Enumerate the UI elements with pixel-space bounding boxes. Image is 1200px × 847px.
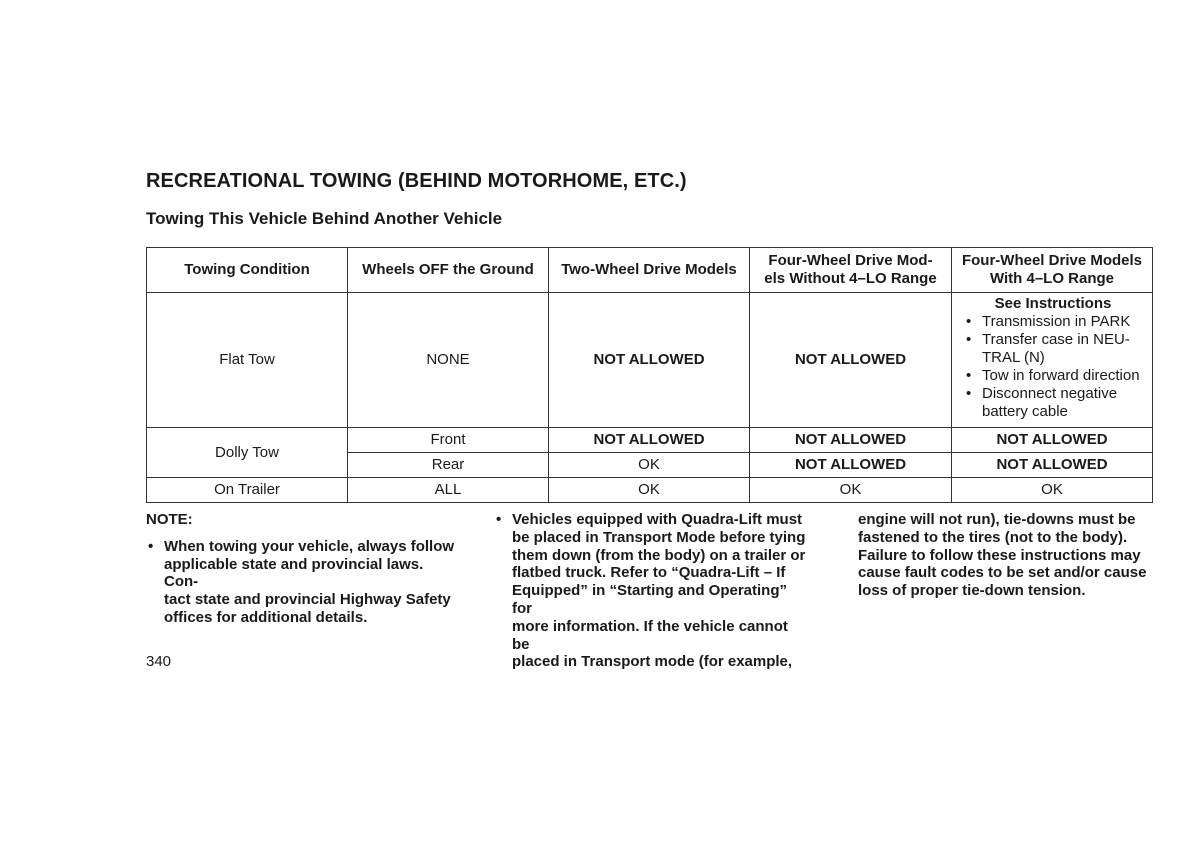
cell-two-wd: OK — [549, 478, 750, 503]
note-line: Vehicles equipped with Quadra-Lift must — [512, 511, 803, 528]
cell-instructions — [952, 293, 1153, 428]
note-line: applicable state and provincial laws. Con- — [164, 555, 424, 591]
note-label: NOTE: — [146, 511, 193, 528]
note-line: Equipped” in “Starting and Operating” for — [512, 582, 788, 617]
note-line: offices for additional details. — [164, 608, 368, 626]
note-line: placed in Transport mode (for example, — [512, 653, 793, 671]
note-line: tact state and provincial Highway Safety — [164, 591, 451, 609]
note-line: fastened to the tires (not to the body). — [858, 528, 1128, 546]
table-row-flat-tow — [147, 293, 1153, 428]
page-number: 340 — [146, 653, 172, 670]
cell-four-wd-lo: NOT ALLOWED — [952, 453, 1153, 478]
cell-four-wd-lo: NOT ALLOWED — [952, 428, 1153, 453]
note-line: When towing your vehicle, always follow — [164, 537, 455, 555]
list-item — [982, 385, 1144, 421]
header-four-wd-without-lo — [750, 248, 952, 293]
list-item: • Tow in forward direction — [982, 367, 1144, 385]
note-line: Failure to follow these instructions may — [858, 546, 1141, 564]
cell-four-wd-lo: OK — [952, 478, 1153, 503]
note-bullet-2 — [494, 511, 806, 671]
instruction-line: Disconnect negative — [982, 385, 1118, 402]
cell-four-wd-no-lo: NOT ALLOWED — [750, 293, 952, 428]
header-four-wd-with-lo-line1: Four-Wheel Drive Models — [961, 252, 1143, 269]
instruction-line: battery cable — [982, 403, 1068, 420]
table-row-on-trailer — [147, 478, 1153, 503]
note-column-1 — [146, 511, 458, 627]
cell-two-wd: OK — [549, 453, 750, 478]
page-heading: RECREATIONAL TOWING (BEHIND MOTORHOME, ETC.) — [146, 170, 687, 192]
note-bullet-1 — [146, 538, 458, 627]
cell-condition: Dolly Tow — [147, 428, 348, 478]
note-line: loss of proper tie-down tension. — [858, 582, 1086, 600]
list-item — [982, 331, 1144, 367]
instructions-list — [962, 313, 1144, 421]
cell-two-wd: NOT ALLOWED — [549, 293, 750, 428]
header-wheels-off: Wheels OFF the Ground — [348, 248, 549, 293]
header-four-wd-without-lo-line2: els Without 4–LO Range — [764, 270, 937, 287]
table-header-row — [147, 248, 1153, 293]
note-line: them down (from the body) on a trailer or — [512, 546, 806, 564]
cell-wheels-off: NONE — [348, 293, 549, 428]
list-item: • Transmission in PARK — [982, 313, 1144, 331]
cell-four-wd-no-lo: NOT ALLOWED — [750, 453, 952, 478]
table-row-dolly-front — [147, 428, 1153, 453]
cell-two-wd: NOT ALLOWED — [549, 428, 750, 453]
note-line: flatbed truck. Refer to “Quadra-Lift – If — [512, 564, 786, 582]
cell-wheels-off: Rear — [348, 453, 549, 478]
header-towing-condition: Towing Condition — [147, 248, 348, 293]
cell-condition: Flat Tow — [147, 293, 348, 428]
note-line: be placed in Transport Mode before tying — [512, 528, 806, 546]
header-four-wd-with-lo-line2: With 4–LO Range — [989, 270, 1115, 287]
header-four-wd-with-lo — [952, 248, 1153, 293]
note-column-2 — [494, 511, 806, 671]
cell-wheels-off: Front — [348, 428, 549, 453]
note-line: cause fault codes to be set and/or cause — [858, 564, 1147, 582]
header-two-wheel-drive: Two-Wheel Drive Models — [549, 248, 750, 293]
note-column-3 — [858, 511, 1152, 600]
instruction-line: Transfer case in NEU- — [982, 331, 1130, 348]
cell-four-wd-no-lo: OK — [750, 478, 952, 503]
section-subheading: Towing This Vehicle Behind Another Vehicle — [146, 209, 503, 228]
instruction-line: TRAL (N) — [982, 349, 1045, 366]
header-four-wd-without-lo-line1: Four-Wheel Drive Mod- — [768, 252, 933, 269]
bullet-dot-icon: • — [496, 511, 502, 528]
cell-wheels-off: ALL — [348, 478, 549, 503]
note-line: more information. If the vehicle cannot be — [512, 617, 788, 653]
cell-condition: On Trailer — [147, 478, 348, 503]
instructions-title: See Instructions — [994, 295, 1112, 312]
note-line: engine will not run), tie-downs must be — [858, 511, 1136, 528]
towing-table — [146, 247, 1153, 503]
cell-four-wd-no-lo: NOT ALLOWED — [750, 428, 952, 453]
bullet-dot-icon: • — [148, 537, 154, 555]
